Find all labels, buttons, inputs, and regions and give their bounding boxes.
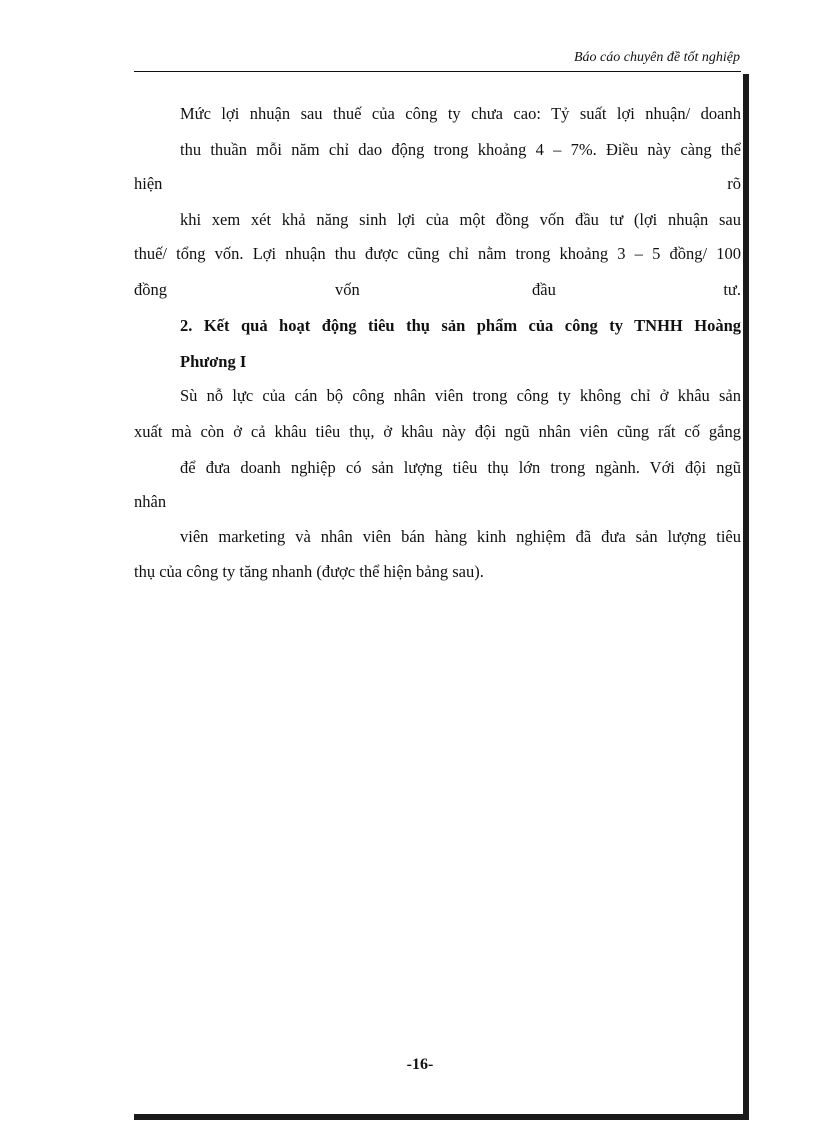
paragraph-line: Sù nỗ lực của cán bộ công nhân viên trong công ty không chỉ ở khâu sản bbox=[180, 386, 741, 405]
paragraph-line: rõ bbox=[727, 174, 741, 193]
header-rule bbox=[134, 71, 741, 72]
paragraph-line: nhân bbox=[134, 492, 167, 511]
paragraph-word: đầu bbox=[532, 280, 556, 299]
paragraph-line: thu thuần mỗi năm chỉ dao động trong khoảng 4 – 7%. Điều này càng thể bbox=[180, 140, 741, 159]
paragraph-line: viên marketing và nhân viên bán hàng kinh nghiệm đã đưa sản lượng tiêu bbox=[180, 527, 741, 546]
paragraph-word: vốn bbox=[335, 280, 360, 299]
page-number: -16- bbox=[406, 1056, 434, 1073]
paragraph-word: đồng bbox=[134, 280, 167, 299]
paragraph-line: hiện bbox=[134, 174, 163, 193]
paragraph-line: Mức lợi nhuận sau thuế của công ty chưa cao: Tỷ suất lợi nhuận/ doanh bbox=[180, 104, 741, 123]
paragraph-line: thụ của công ty tăng nhanh (được thể hiện bảng sau). bbox=[134, 562, 484, 581]
page-border-shadow-bottom bbox=[134, 1114, 749, 1120]
paragraph-line: thuế/ tổng vốn. Lợi nhuận thu được cũng chỉ nằm trong khoảng 3 – 5 đồng/ 100 bbox=[134, 244, 741, 263]
section-heading: 2. Kết quả hoạt động tiêu thụ sản phẩm của công ty TNHH Hoàng bbox=[180, 316, 741, 335]
section-heading-continued: Phương I bbox=[180, 352, 247, 371]
running-header: Báo cáo chuyên đề tốt nghiệp bbox=[573, 50, 740, 65]
paragraph-word: tư. bbox=[723, 280, 741, 299]
paragraph-line: xuất mà còn ở cả khâu tiêu thụ, ở khâu này đội ngũ nhân viên cũng rất cố gắng bbox=[134, 422, 741, 441]
page-border-shadow-right bbox=[743, 74, 749, 1119]
paragraph-line: khi xem xét khả năng sinh lợi của một đồng vốn đầu tư (lợi nhuận sau bbox=[180, 210, 741, 229]
paragraph-line: để đưa doanh nghiệp có sản lượng tiêu thụ lớn trong ngành. Với đội ngũ bbox=[180, 458, 741, 477]
